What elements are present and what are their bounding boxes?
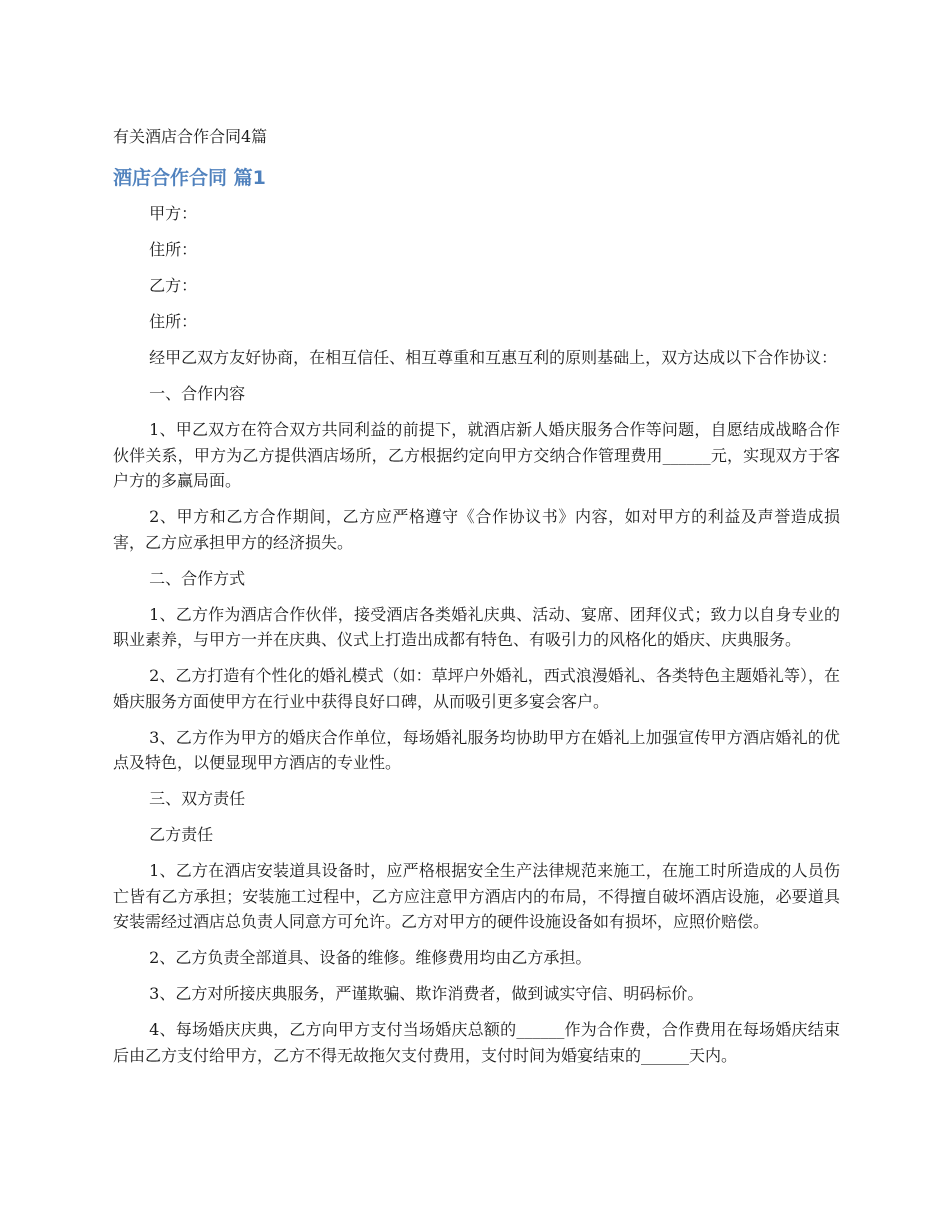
- subsection-heading: 乙方责任: [149, 825, 214, 844]
- party-a-label: 甲方：: [149, 204, 198, 223]
- clause-paragraph: 2、甲方和乙方合作期间，乙方应严格遵守《合作协议书》内容，如对甲方的利益及声誉造成损害，乙方应承担甲方的经济损失。: [113, 507, 840, 552]
- clause-paragraph: 2、乙方打造有个性化的婚礼模式（如：草坪户外婚礼，西式浪漫婚礼、各类特色主题婚礼等），在婚庆服务方面使甲方在行业中获得良好口碑，从而吸引更多宴会客户。: [113, 666, 840, 711]
- clause-paragraph: 4、每场婚庆庆典，乙方向甲方支付当场婚庆总额的______作为合作费，合作费用在每场婚庆结束后由乙方支付给甲方，乙方不得无故拖欠支付费用，支付时间为婚宴结束的______天内。: [113, 1020, 840, 1065]
- clause-paragraph: 3、乙方对所接庆典服务，严谨欺骗、欺诈消费者，做到诚实守信、明码标价。: [149, 984, 704, 1003]
- clause-paragraph: 2、乙方负责全部道具、设备的维修。维修费用均由乙方承担。: [149, 948, 592, 967]
- document-title: 有关酒店合作合同4篇: [113, 127, 268, 146]
- clause-paragraph: 1、乙方在酒店安装道具设备时，应严格根据安全生产法律规范来施工，在施工时所造成的人员伤亡皆有乙方承担；安装施工过程中，乙方应注意甲方酒店内的布局，不得擅自破坏酒店设施，必要道具安装需经过酒店总负责人同意方可允许。乙方对甲方的硬件设施设备如有损坏，应照价赔偿。: [113, 861, 840, 931]
- clause-heading: 三、双方责任: [149, 789, 246, 808]
- preamble-paragraph: 经甲乙双方友好协商，在相互信任、相互尊重和互惠互利的原则基础上，双方达成以下合作协议：: [149, 348, 838, 367]
- party-b-address-label: 住所：: [149, 312, 198, 331]
- clause-paragraph: 1、甲乙双方在符合双方共同利益的前提下，就酒店新人婚庆服务合作等问题，自愿结成战略合作伙伴关系，甲方为乙方提供酒店场所，乙方根据约定向甲方交纳合作管理费用______元，实现双方于客户方的多赢局面。: [113, 420, 840, 490]
- clause-paragraph: 3、乙方作为甲方的婚庆合作单位，每场婚礼服务均协助甲方在婚礼上加强宣传甲方酒店婚礼的优点及特色，以便显现甲方酒店的专业性。: [113, 727, 840, 772]
- party-a-address-label: 住所：: [149, 240, 198, 259]
- clause-heading: 二、合作方式: [149, 568, 246, 588]
- document-body: [113, 201, 840, 1079]
- clause-paragraph: 1、乙方作为酒店合作伙伴，接受酒店各类婚礼庆典、活动、宴席、团拜仪式；致力以自身专业的职业素养，与甲方一并在庆典、仪式上打造出成都有特色、有吸引力的风格化的婚庆、庆典服务。: [113, 604, 840, 649]
- clause-heading: 一、合作内容: [149, 384, 246, 403]
- section-heading: 酒店合作合同 篇1: [113, 167, 266, 189]
- party-b-label: 乙方：: [149, 276, 198, 295]
